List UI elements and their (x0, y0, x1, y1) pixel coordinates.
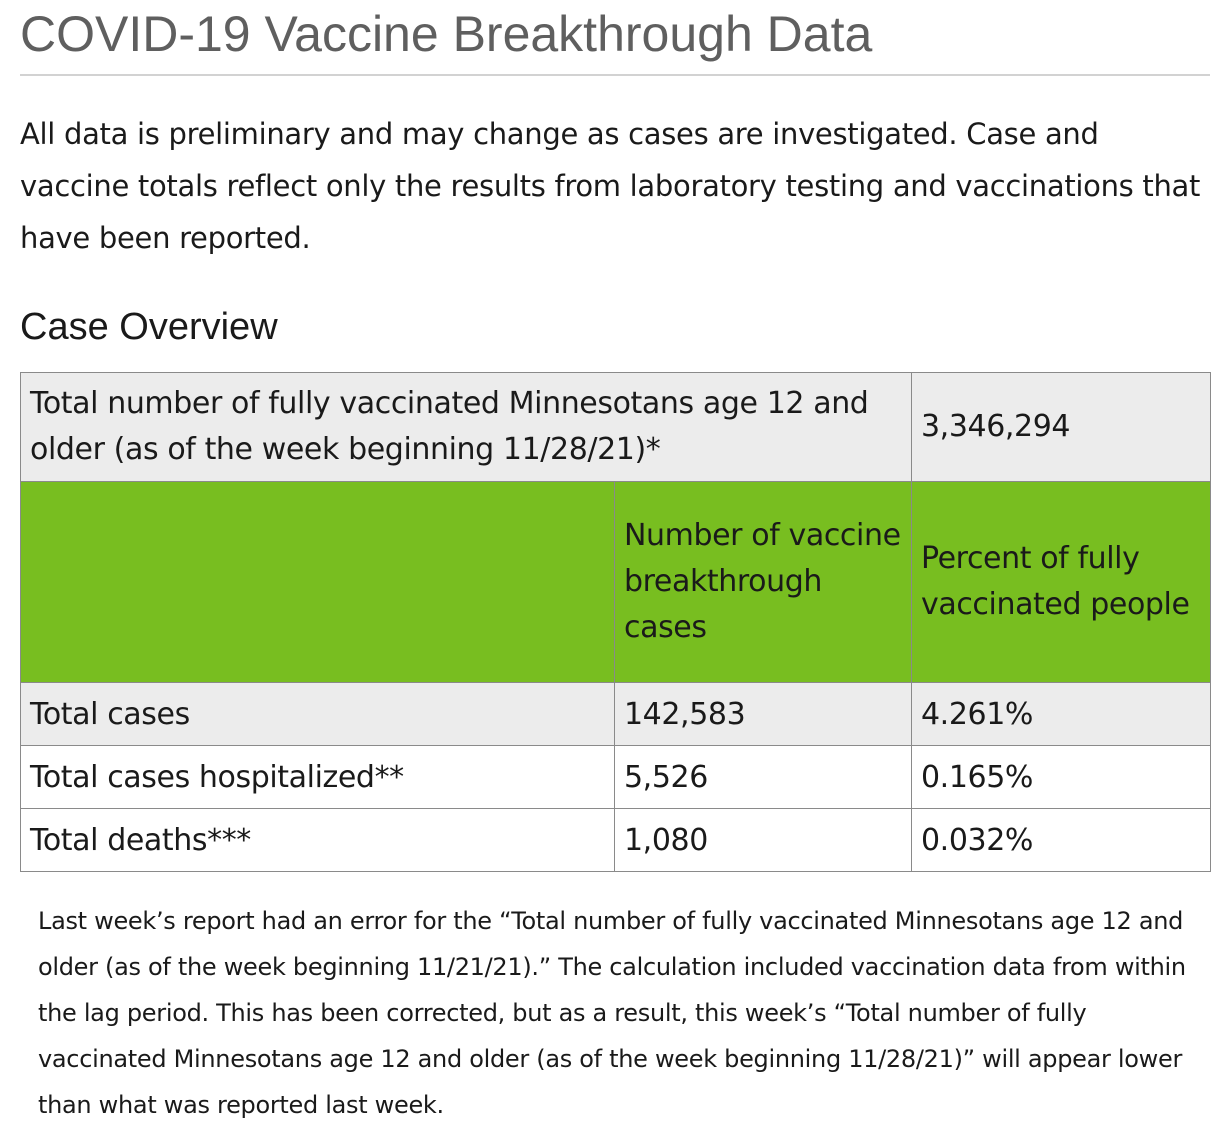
header-percent-vaccinated: Percent of fully vaccinated people (912, 482, 1211, 683)
table-row (21, 746, 1211, 809)
row-percent-value: 4.261% (912, 683, 1211, 746)
row-label: Total deaths*** (21, 809, 615, 872)
table-header-row (21, 482, 1211, 683)
page-title: COVID-19 Vaccine Breakthrough Data (20, 4, 1210, 76)
row-cases-value: 1,080 (615, 809, 912, 872)
intro-paragraph: All data is preliminary and may change as cases are investigated. Case and vaccine totals reflect only the results from laboratory testing and vaccinations that have been reported. (20, 117, 1201, 255)
total-vaccinated-value: 3,346,294 (912, 373, 1211, 482)
table-row-total-vaccinated (21, 373, 1211, 482)
row-cases-value: 142,583 (615, 683, 912, 746)
header-empty-cell (21, 482, 615, 683)
table-row (21, 809, 1211, 872)
correction-footnote: Last week’s report had an error for the “Total number of fully vaccinated Minnesotans age 12 and older (as of the week beginning 11/21/21).” The calculation included vaccination data from within the lag period. This has been corrected, but as a result, this week’s “Total number of fully vaccinated Minnesotans age 12 and older (as of the week beginning 11/28/21)” will appear lower than what was reported last week. (38, 907, 1186, 1119)
total-vaccinated-label: Total number of fully vaccinated Minnesotans age 12 and older (as of the week beginning 11/28/21)* (21, 373, 912, 482)
header-breakthrough-cases: Number of vaccine breakthrough cases (615, 482, 912, 683)
row-label: Total cases (21, 683, 615, 746)
row-percent-value: 0.165% (912, 746, 1211, 809)
row-percent-value: 0.032% (912, 809, 1211, 872)
row-label: Total cases hospitalized** (21, 746, 615, 809)
section-title: Case Overview (20, 306, 278, 348)
row-cases-value: 5,526 (615, 746, 912, 809)
table-row (21, 683, 1211, 746)
case-overview-table (20, 372, 1211, 872)
